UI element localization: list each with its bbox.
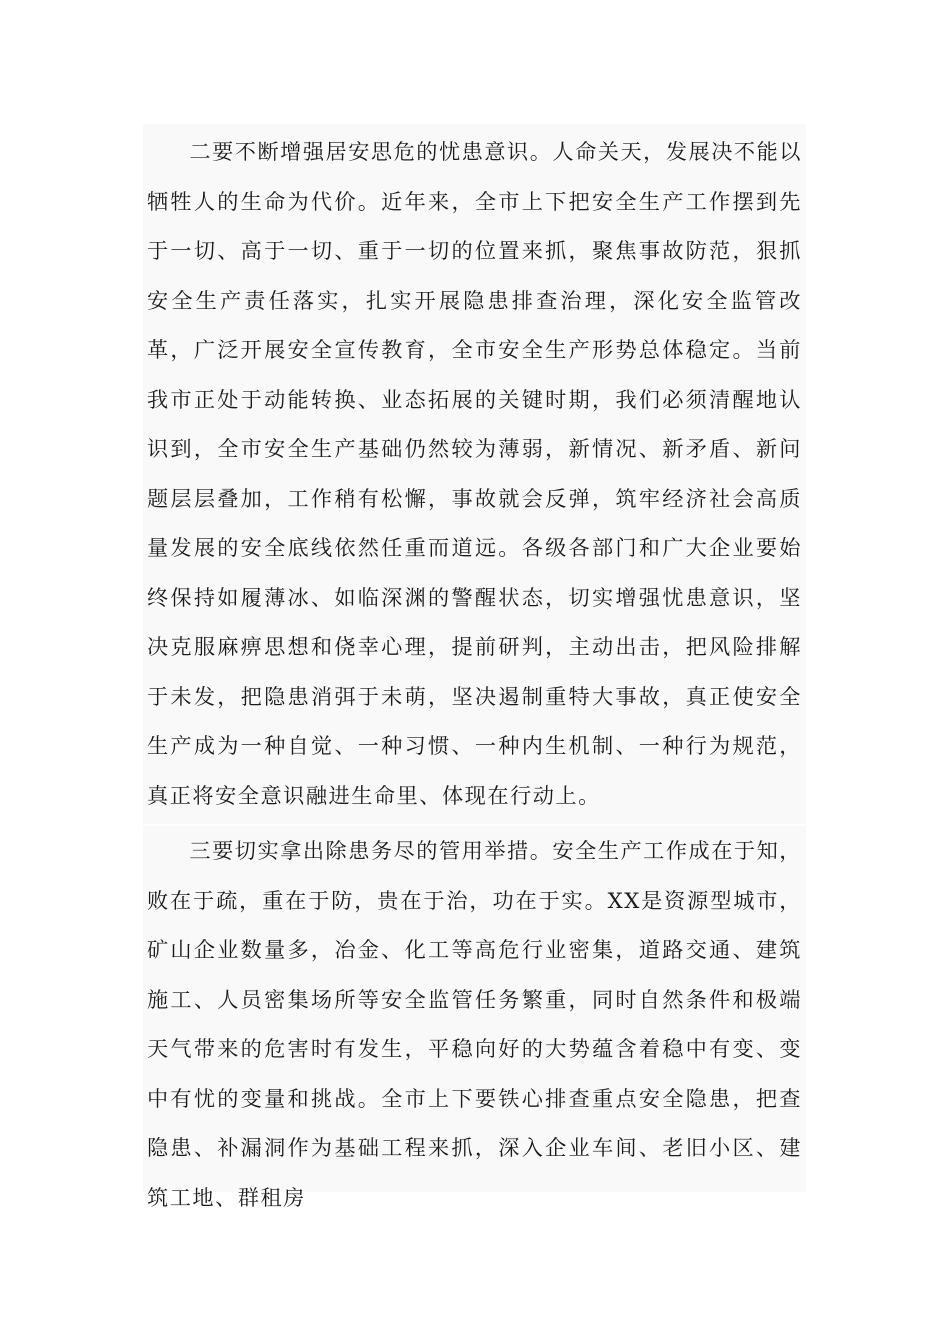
- paragraph-block-1: [143, 124, 806, 824]
- paragraph-1: 二要不断增强居安思危的忧患意识。人命关天，发展决不能以牺牲人的生命为代价。近年来，全市上下把安全生产工作摆到先于一切、高于一切、重于一切的位置来抓，聚焦事故防范，狠抓安全生产责任落实，扎实开展隐患排查治理，深化安全监管改革，广泛开展安全宣传教育，全市安全生产形势总体稳定。当前我市正处于动能转换、业态拓展的关键时期，我们必须清醒地认识到，全市安全生产基础仍然较为薄弱，新情况、新矛盾、新问题层层叠加，工作稍有松懈，事故就会反弹，筑牢经济社会高质量发展的安全底线依然任重而道远。各级各部门和广大企业要始终保持如履薄冰、如临深渊的警醒状态，切实增强忧患意识，坚决克服麻痹思想和侥幸心理，提前研判，主动出击，把风险排解于未发，把隐患消弭于未萌，坚决遏制重特大事故，真正使安全生产成为一种自觉、一种习惯、一种内生机制、一种行为规范，真正将安全意识融进生命里、体现在行动上。: [147, 139, 802, 808]
- paragraph-block-2: [143, 826, 806, 1210]
- paragraph-2: 三要切实拿出除患务尽的管用举措。安全生产工作成在于知，败在于疏，重在于防，贵在于治，功在于实。XX是资源型城市，矿山企业数量多，冶金、化工等高危行业密集，道路交通、建筑施工、人员密集场所等安全监管任务繁重，同时自然条件和极端天气带来的危害时有发生，平稳向好的大势蕴含着稳中有变、变中有忧的变量和挑战。全市上下要铁心排查重点安全隐患，把查隐患、补漏洞作为基础工程来抓，深入企业车间、老旧小区、建筑工地、群租房: [147, 838, 802, 1210]
